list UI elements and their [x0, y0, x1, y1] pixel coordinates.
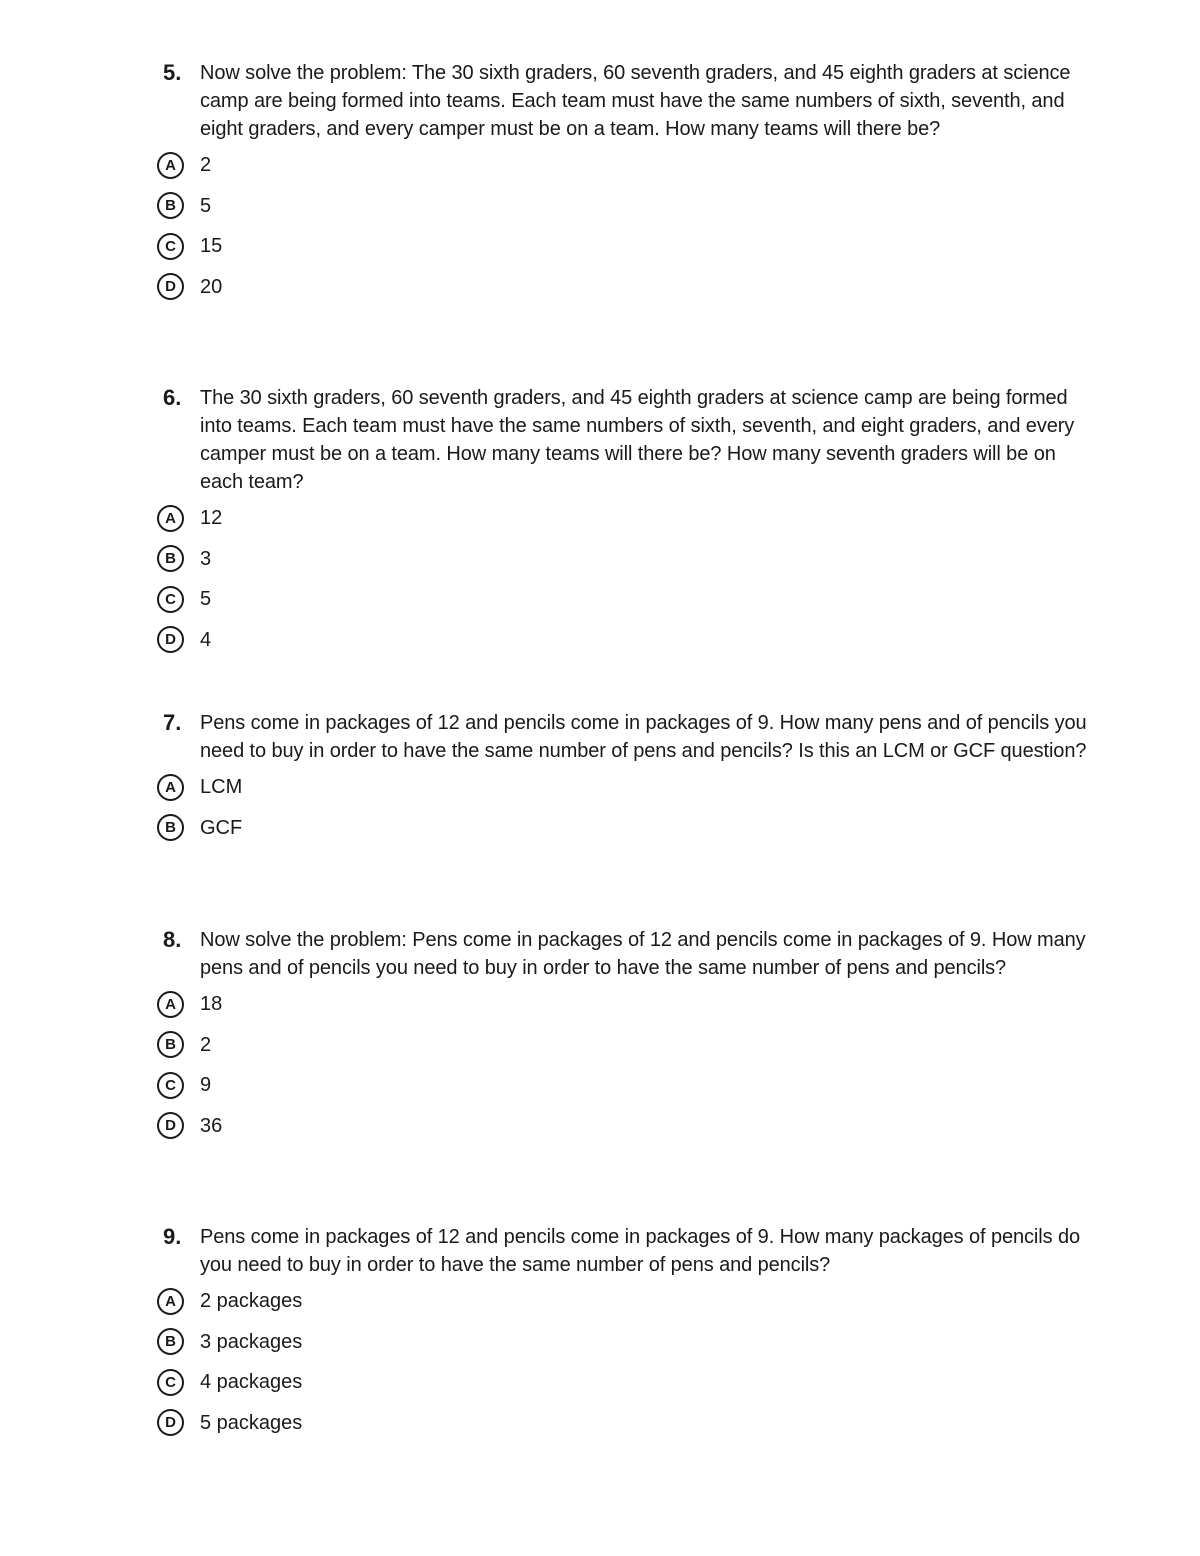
question-text: Now solve the problem: Pens come in packages of 12 and pencils come in packages of 9. How many pens and of pencils you need to buy in order to have the same number of pens and pencils?: [200, 929, 1086, 979]
option-d[interactable]: [157, 272, 1087, 302]
question-number: 5.: [163, 60, 182, 85]
question-number: 6.: [163, 385, 182, 410]
question-number: 8.: [163, 927, 182, 952]
option-d[interactable]: [157, 625, 1087, 655]
option-text: 2: [200, 154, 212, 176]
option-text: GCF: [200, 816, 243, 839]
option-b[interactable]: [157, 1327, 1087, 1357]
option-bubble-b[interactable]: B: [157, 1328, 184, 1355]
option-bubble-c[interactable]: C: [157, 1072, 184, 1099]
option-bubble-a[interactable]: A: [157, 152, 184, 179]
option-bubble-b[interactable]: B: [157, 814, 184, 841]
option-a[interactable]: [157, 989, 1087, 1019]
question-6: [157, 384, 1087, 665]
option-bubble-c[interactable]: C: [157, 233, 184, 260]
option-bubble-d[interactable]: D: [157, 273, 184, 300]
question-5: [157, 59, 1087, 312]
question-number: 7.: [163, 710, 182, 735]
answer-options: [157, 989, 1087, 1141]
answer-options: [157, 150, 1087, 302]
question-text: The 30 sixth graders, 60 seventh graders, and 45 eighth graders at science camp are being formed into teams. Each team must have the same numbers of sixth, seventh, and eight graders, and every camper must be on a team. How many teams will there be? How many seventh graders will be on each team?: [200, 387, 1075, 493]
option-bubble-a[interactable]: A: [157, 505, 184, 532]
option-text: 2 packages: [200, 1290, 303, 1312]
option-c[interactable]: [157, 584, 1087, 614]
option-b[interactable]: [157, 544, 1087, 574]
option-a[interactable]: [157, 503, 1087, 533]
question-7: [157, 709, 1087, 853]
option-text: 3 packages: [200, 1330, 303, 1353]
question-text: Pens come in packages of 12 and pencils come in packages of 9. How many packages of pencils do you need to buy in order to have the same number of pens and pencils?: [200, 1226, 1081, 1276]
option-b[interactable]: [157, 813, 1087, 843]
question-number: 9.: [163, 1224, 182, 1249]
option-text: 2: [200, 1033, 212, 1056]
option-text: 9: [200, 1074, 212, 1096]
option-text: 20: [200, 275, 223, 298]
option-bubble-b[interactable]: B: [157, 545, 184, 572]
answer-options: [157, 503, 1087, 655]
option-text: LCM: [200, 776, 243, 798]
option-c[interactable]: [157, 1367, 1087, 1397]
question-header: [157, 59, 1087, 143]
option-text: 4: [200, 628, 212, 651]
option-text: 18: [200, 993, 223, 1015]
question-8: [157, 926, 1087, 1151]
option-text: 3: [200, 547, 212, 570]
option-bubble-d[interactable]: D: [157, 1409, 184, 1436]
option-bubble-a[interactable]: A: [157, 991, 184, 1018]
option-a[interactable]: [157, 772, 1087, 802]
option-bubble-b[interactable]: B: [157, 1031, 184, 1058]
question-header: [157, 1223, 1087, 1279]
option-b[interactable]: [157, 191, 1087, 221]
question-text: Pens come in packages of 12 and pencils come in packages of 9. How many pens and of pencils you need to buy in order to have the same number of pens and pencils? Is this an LCM or GCF question?: [200, 712, 1087, 762]
option-text: 36: [200, 1114, 223, 1137]
option-c[interactable]: [157, 231, 1087, 261]
question-9: [157, 1223, 1087, 1448]
option-text: 5: [200, 194, 212, 217]
option-text: 12: [200, 507, 223, 529]
option-bubble-b[interactable]: B: [157, 192, 184, 219]
option-c[interactable]: [157, 1070, 1087, 1100]
answer-options: [157, 772, 1087, 843]
option-text: 5: [200, 588, 212, 610]
option-text: 4 packages: [200, 1371, 303, 1393]
answer-options: [157, 1286, 1087, 1438]
option-a[interactable]: [157, 1286, 1087, 1316]
option-d[interactable]: [157, 1111, 1087, 1141]
question-text: Now solve the problem: The 30 sixth graders, 60 seventh graders, and 45 eighth graders at science camp are being formed into teams. Each team must have the same numbers of sixth, seventh, and eight graders, and every camper must be on a team. How many teams will there be?: [200, 62, 1071, 140]
option-bubble-a[interactable]: A: [157, 1288, 184, 1315]
option-text: 15: [200, 235, 223, 257]
question-header: [157, 384, 1087, 496]
option-d[interactable]: [157, 1408, 1087, 1438]
question-header: [157, 709, 1087, 765]
option-bubble-d[interactable]: D: [157, 1112, 184, 1139]
option-bubble-d[interactable]: D: [157, 626, 184, 653]
question-header: [157, 926, 1087, 982]
option-a[interactable]: [157, 150, 1087, 180]
option-bubble-a[interactable]: A: [157, 774, 184, 801]
option-text: 5 packages: [200, 1411, 303, 1434]
option-bubble-c[interactable]: C: [157, 586, 184, 613]
option-bubble-c[interactable]: C: [157, 1369, 184, 1396]
option-b[interactable]: [157, 1030, 1087, 1060]
